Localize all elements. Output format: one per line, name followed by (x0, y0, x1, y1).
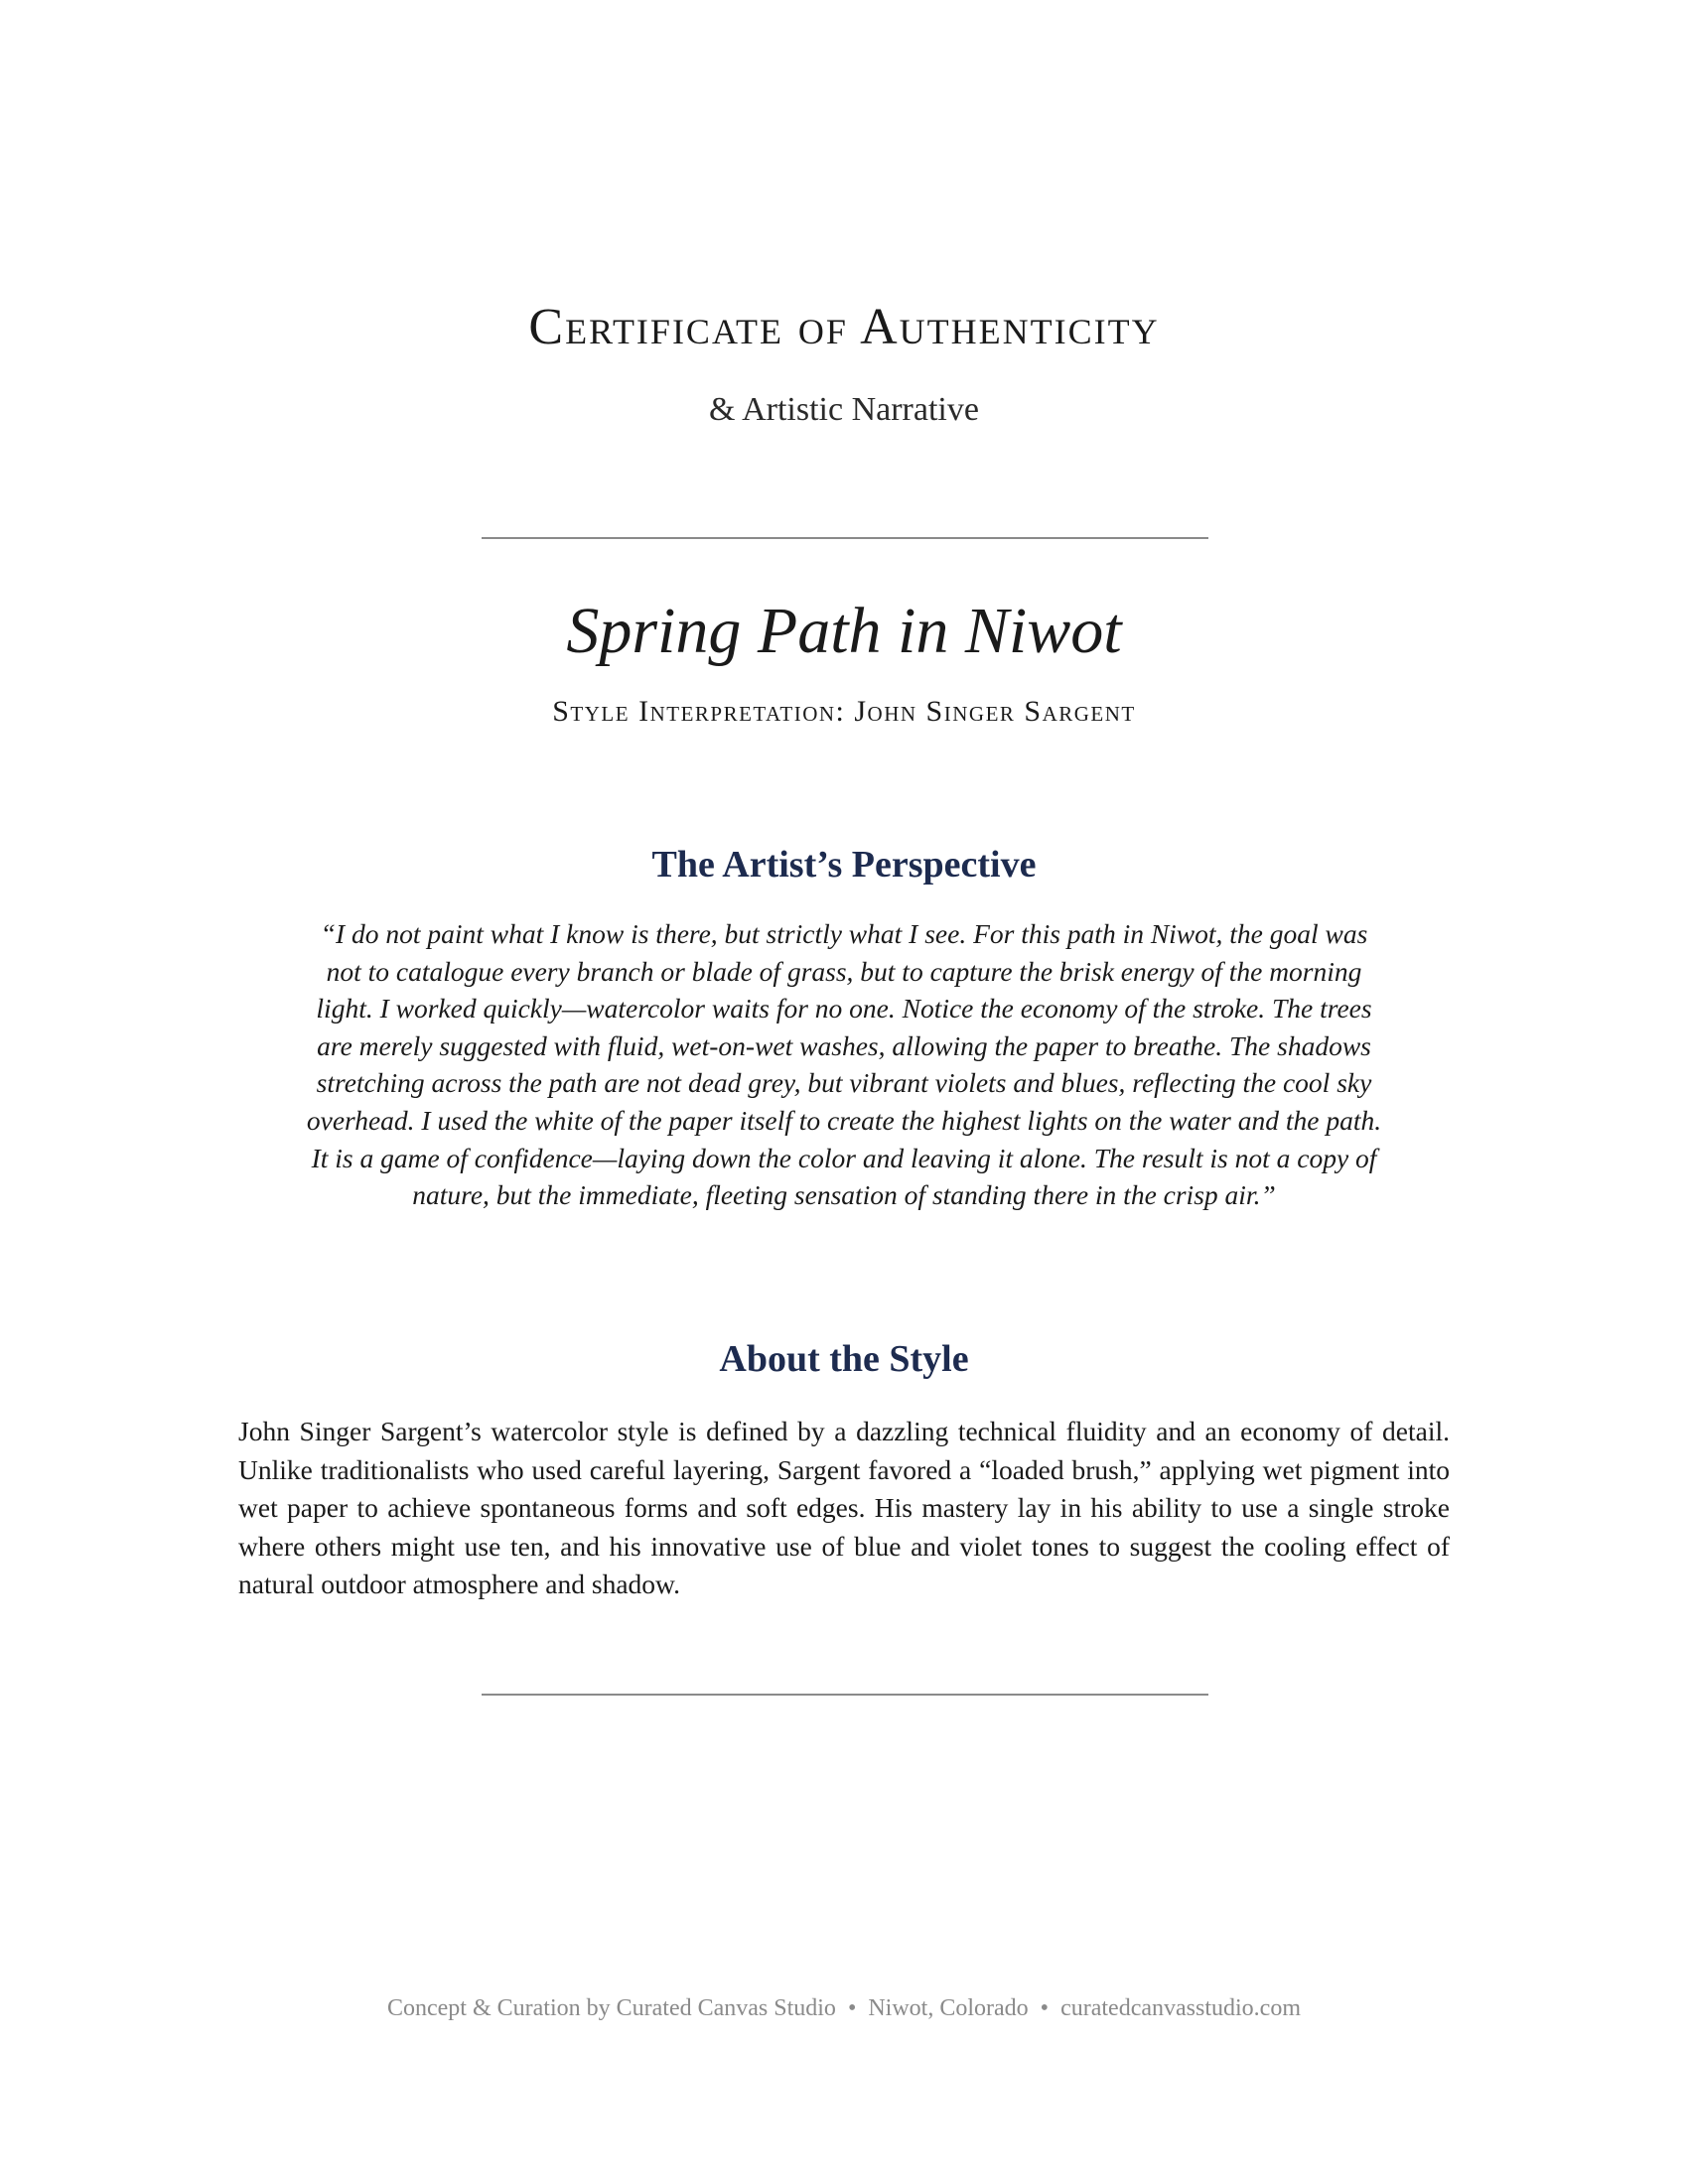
footer (0, 1995, 1688, 2022)
about-style-body: John Singer Sargent’s watercolor style is defined by a dazzling technical fluidity and an economy of detail. Unlike traditionalists who used careful layering, Sargent favored a “loaded brush,” applying wet pigment into wet paper to achieve spontaneous forms and soft edges. His mastery lay in his ability to use a single stroke where others might use ten, and his innovative use of blue and violet tones to suggest the cooling effect of natural outdoor atmosphere and shadow. (238, 1416, 1450, 1599)
style-interpretation: Style Interpretation: John Singer Sargent (552, 695, 1136, 728)
footer-credit: Concept & Curation by Curated Canvas Studio (386, 1995, 836, 2021)
top-divider (482, 537, 1208, 539)
about-style-heading: About the Style (719, 1338, 969, 1380)
footer-location: Niwot, Colorado (868, 1995, 1029, 2021)
footer-website[interactable]: curatedcanvasstudio.com (1060, 1995, 1301, 2021)
bottom-divider (482, 1694, 1208, 1696)
footer-separator: • (847, 1995, 857, 2021)
certificate-subtitle: & Artistic Narrative (709, 391, 979, 428)
artist-quote: “I do not paint what I know is there, but strictly what I see. For this path in Niwot, the goal was not to catalogue every branch or blade of grass, but to capture the brisk energy of the morning light. I worked quickly—watercolor waits for no one. Notice the economy of the stroke. The trees are merely suggested with fluid, wet-on-wet washes, allowing the paper to breathe. The shadows stretching across the path are not dead grey, but vibrant violets and blues, reflecting the cool sky overhead. I used the white of the paper itself to create the highest lights on the water and the path. It is a game of confidence—laying down the color and leaving it alone. The result is not a copy of nature, but the immediate, fleeting sensation of standing there in the crisp air.” (306, 918, 1382, 1211)
artwork-title: Spring Path in Niwot (566, 595, 1122, 667)
footer-separator: • (1040, 1995, 1050, 2021)
artist-perspective-heading: The Artist’s Perspective (651, 844, 1037, 886)
certificate-title: Certificate of Authenticity (528, 299, 1160, 355)
